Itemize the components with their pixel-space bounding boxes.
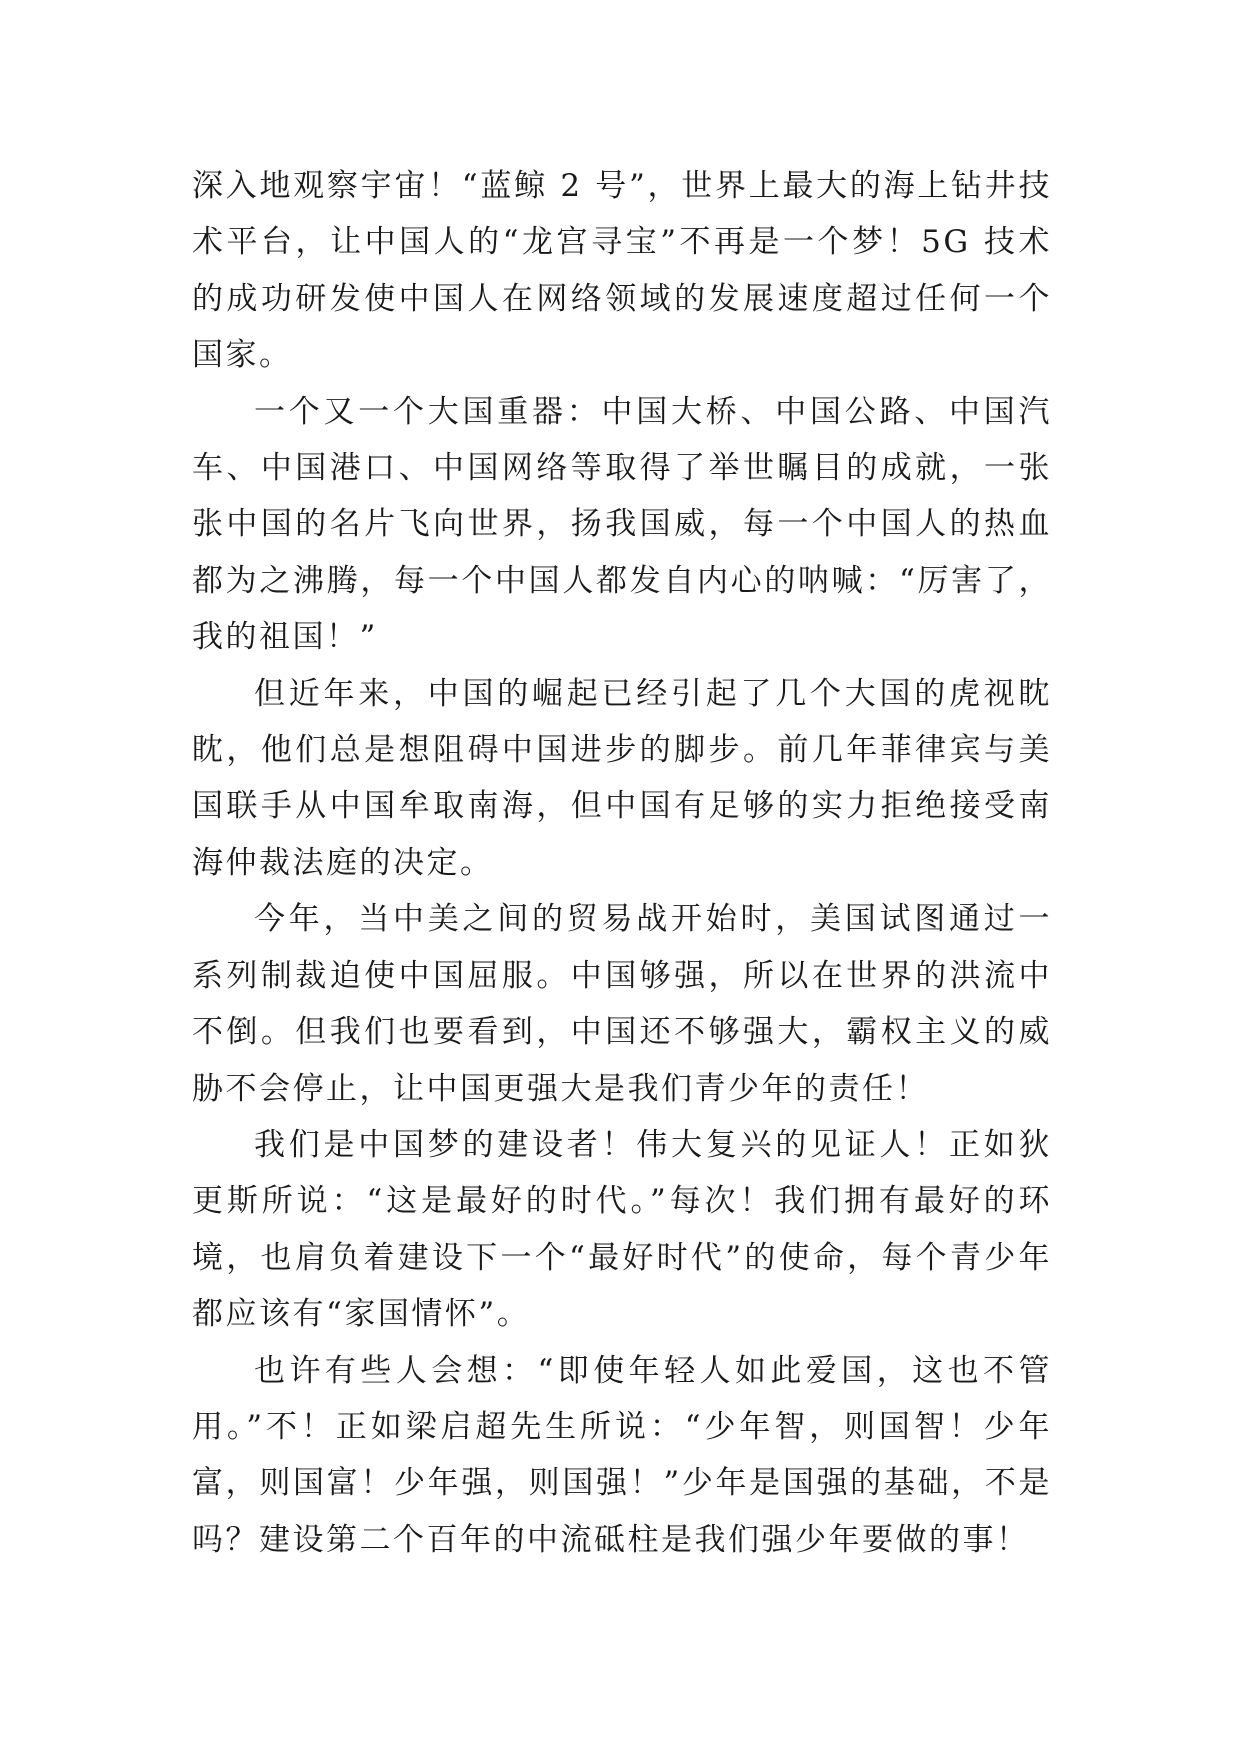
- document-body: [192, 158, 1052, 1568]
- paragraph-4: 今年，当中美之间的贸易战开始时，美国试图通过一系列制裁迫使中国屈服。中国够强，所以在世界的洪流中不倒。但我们也要看到，中国还不够强大，霸权主义的威胁不会停止，让中国更强大是我们青少年的责任！: [192, 901, 1052, 1107]
- paragraph-2: 一个又一个大国重器：中国大桥、中国公路、中国汽车、中国港口、中国网络等取得了举世瞩目的成就，一张张中国的名片飞向世界，扬我国威，每一个中国人的热血都为之沸腾，每一个中国人都发自内心的呐喊：“厉害了，我的祖国！”: [192, 393, 1052, 656]
- paragraph-3: 但近年来，中国的崛起已经引起了几个大国的虎视眈眈，他们总是想阻碍中国进步的脚步。前几年菲律宾与美国联手从中国牟取南海，但中国有足够的实力拒绝接受南海仲裁法庭的决定。: [192, 675, 1052, 881]
- paragraph-5: 我们是中国梦的建设者！伟大复兴的见证人！正如狄更斯所说：“这是最好的时代。”每次！我们拥有最好的环境，也肩负着建设下一个“最好时代”的使命，每个青少年都应该有“家国情怀”。: [192, 1126, 1052, 1333]
- paragraph-1: 深入地观察宇宙！“蓝鲸 2 号”，世界上最大的海上钻井技术平台，让中国人的“龙宫寻宝”不再是一个梦！5G 技术的成功研发使中国人在网络领域的发展速度超过任何一个国家。: [192, 168, 1052, 374]
- paragraph-6: 也许有些人会想：“即使年轻人如此爱国，这也不管用。”不！正如梁启超先生所说：“少年智，则国智！少年富，则国富！少年强，则国强！”少年是国强的基础，不是吗？建设第二个百年的中流砥柱是我们强少年要做的事！: [192, 1352, 1052, 1558]
